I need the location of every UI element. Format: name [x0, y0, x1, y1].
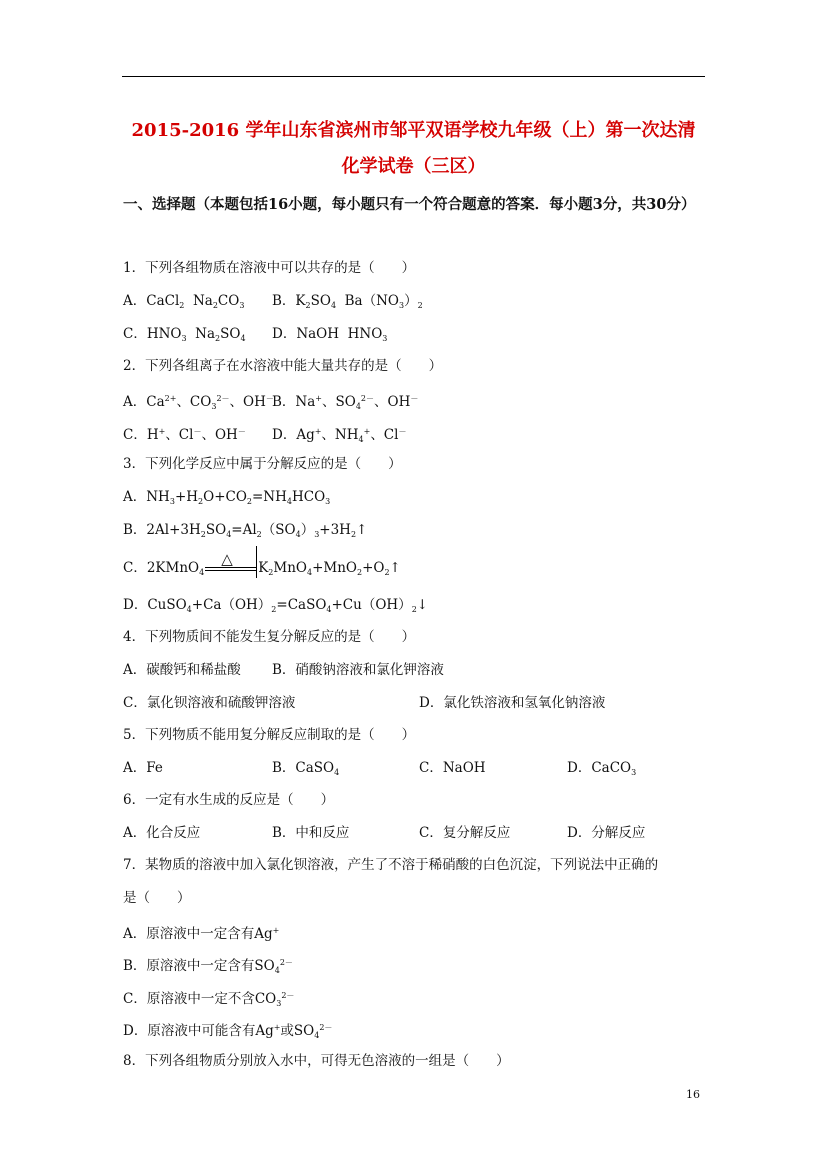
- header-rule: [122, 76, 705, 77]
- q5-optC: C．NaOH: [419, 760, 486, 776]
- q2-stem: 2．下列各组离子在水溶液中能大量共存的是（ ）: [123, 358, 443, 374]
- q4-optC: C．氯化钡溶液和硫酸钾溶液: [123, 695, 296, 711]
- q6-optD: D．分解反应: [567, 825, 646, 841]
- q6-optB: B．中和反应: [272, 825, 350, 841]
- delta-symbol: △: [221, 549, 233, 568]
- q4-stem: 4．下列物质间不能发生复分解反应的是（ ）: [123, 629, 416, 645]
- q5-optB: B．CaSO$_4$: [272, 760, 340, 777]
- q5-optA: A．Fe: [123, 760, 163, 776]
- q6-optC: C．复分解反应: [419, 825, 511, 841]
- q3-optC: C．2KMnO$_4$ △ $K_2MnO_4+MnO_2+O_2↑$: [123, 559, 401, 582]
- page-title-line2: 化学试卷（三区）: [341, 156, 486, 177]
- q7-optD: D．原溶液中可能含有Ag+或$SO_4^{2-}$: [123, 1023, 333, 1040]
- q3-optD: D．$CuSO_4+Ca(OH)_2=CaSO_4+Cu(OH)_2↓$: [123, 597, 429, 614]
- q7-optC: C．原溶液中一定不含$CO_3^{2-}$: [123, 991, 295, 1008]
- q6-optA: A．化合反应: [123, 825, 201, 841]
- q5-optD: D．CaCO$_3$: [567, 760, 637, 777]
- q8-stem: 8．下列各组物质分别放入水中，可得无色溶液的一组是（ ）: [123, 1053, 510, 1069]
- q3-optB: B．$2Al+3H_2SO_4=Al_2(SO_4)_3+3H_2↑$: [123, 522, 368, 539]
- section-heading: 一、选择题（本题包括16小题，每小题只有一个符合题意的答案．每小题3分，共30分）: [123, 196, 696, 213]
- q4-optD: D．氯化铁溶液和氢氧化钠溶液: [419, 695, 606, 711]
- q7-optA: A．原溶液中一定含有Ag+: [123, 926, 280, 942]
- q6-stem: 6．一定有水生成的反应是（ ）: [123, 792, 335, 808]
- q7-optB: B．原溶液中一定含有$SO_4^{2-}$: [123, 958, 293, 975]
- page-title-line1: 2015-2016 学年山东省滨州市邹平双语学校九年级（上）第一次达清: [131, 120, 696, 141]
- q3-stem: 3．下列化学反应中属于分解反应的是（ ）: [123, 456, 402, 472]
- q7-stem-line1: 7．某物质的溶液中加入氯化钡溶液，产生了不溶于稀硝酸的白色沉淀，下列说法中正确的: [123, 857, 659, 873]
- q4-optB: B．硝酸钠溶液和氯化钾溶液: [272, 662, 444, 678]
- q4-optA: A．碳酸钙和稀盐酸: [123, 662, 241, 678]
- page-number: 16: [686, 1088, 700, 1101]
- q7-stem-line2: 是（ ）: [123, 890, 191, 906]
- q5-stem: 5．下列物质不能用复分解反应制取的是（ ）: [123, 727, 416, 743]
- q3-optA: A．$NH_3+H_2O+CO_2=NH_4HCO_3$: [123, 489, 331, 506]
- q1-stem: 1．下列各组物质在溶液中可以共存的是（ ）: [123, 260, 416, 276]
- heating-condition: [205, 549, 257, 578]
